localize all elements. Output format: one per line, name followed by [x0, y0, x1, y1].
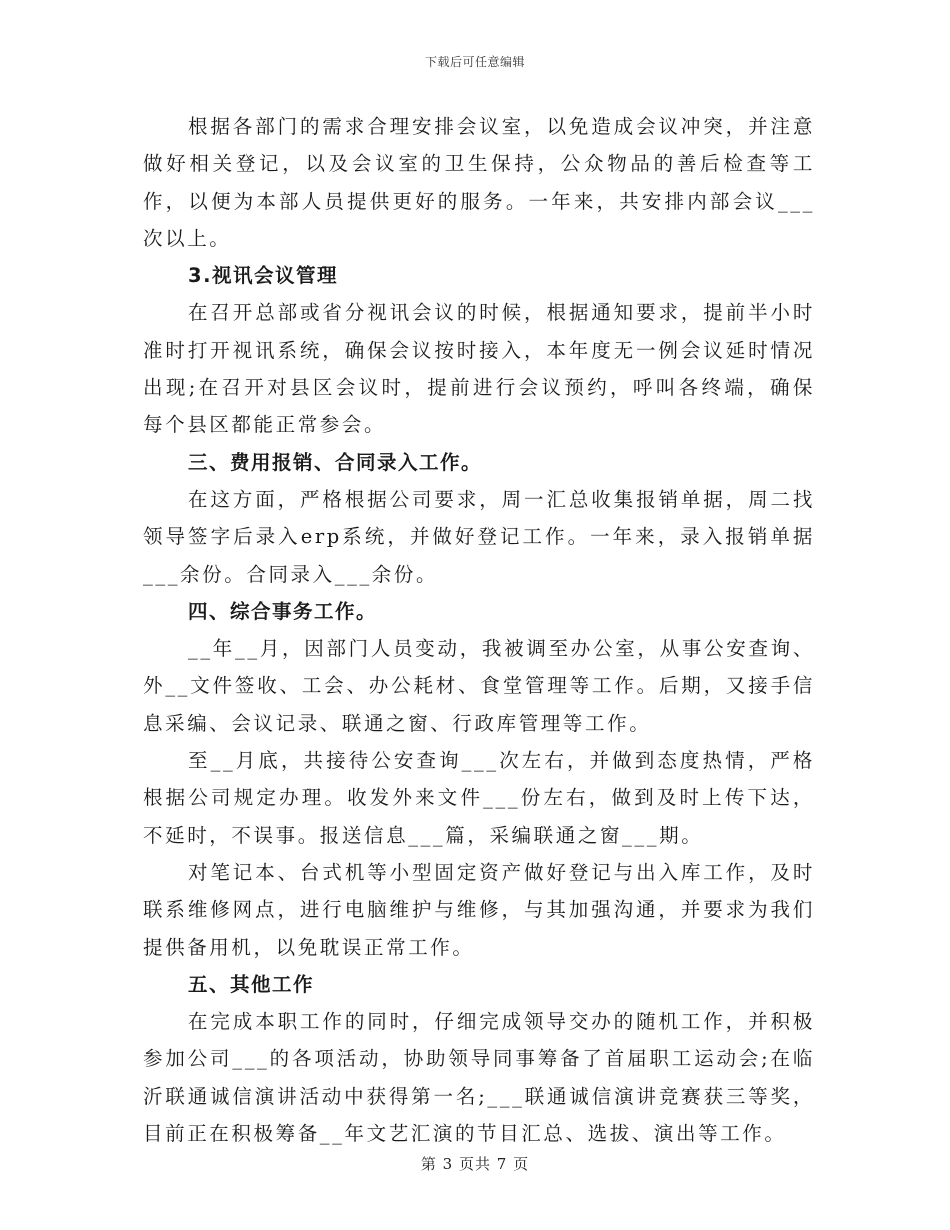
heading-video-conference: 3.视讯会议管理 [188, 264, 338, 288]
document-body [143, 108, 815, 1152]
page-header: 下载后可任意编辑 [424, 55, 525, 69]
heading-expense-contract: 三、费用报销、合同录入工作。 [188, 450, 483, 474]
paragraph-expense-contract: 在这方面，严格根据公司要求，周一汇总收集报销单据，周二找领导签字后录入erp系统，并做好登记工作。一年来，录入报销单据___余份。合同录入___余份。 [143, 487, 815, 586]
paragraph-fixed-assets: 对笔记本、台式机等小型固定资产做好登记与出入库工作，及时联系维修网点，进行电脑维护与维修，与其加强沟通，并要求为我们提供备用机，以免耽误正常工作。 [143, 860, 815, 959]
page-footer: 第 3 页共 7 页 [420, 1155, 530, 1173]
heading-general-affairs: 四、综合事务工作。 [188, 599, 378, 623]
paragraph-video-conference: 在召开总部或省分视讯会议的时候，根据通知要求，提前半小时准时打开视讯系统，确保会议按时接入，本年度无一例会议延时情况出现;在召开对县区会议时，提前进行会议预约，呼叫各终端，确保每个县区都能正常参会。 [143, 301, 815, 437]
heading-other-work: 五、其他工作 [188, 972, 315, 996]
paragraph-other-work: 在完成本职工作的同时，仔细完成领导交办的随机工作，并积极参加公司___的各项活动，协助领导同事筹备了首届职工运动会;在临沂联通诚信演讲活动中获得第一名;___联通诚信演讲竞赛获三等奖，目前正在积极筹备__年文艺汇演的节目汇总、选拔、演出等工作。 [143, 1010, 815, 1146]
paragraph-general-affairs-stats: 至__月底，共接待公安查询___次左右，并做到态度热情，严格根据公司规定办理。收发外来文件___份左右，做到及时上传下达，不延时，不误事。报送信息___篇，采编联通之窗___期。 [143, 749, 815, 847]
paragraph-general-affairs-transfer: __年__月，因部门人员变动，我被调至办公室，从事公安查询、外__文件签收、工会、办公耗材、食堂管理等工作。后期，又接手信息采编、会议记录、联通之窗、行政库管理等工作。 [143, 637, 815, 735]
paragraph-meeting-room: 根据各部门的需求合理安排会议室，以免造成会议冲突，并注意做好相关登记，以及会议室的卫生保持，公众物品的善后检查等工作，以便为本部人员提供更好的服务。一年来，共安排内部会议___次以上。 [143, 115, 815, 250]
